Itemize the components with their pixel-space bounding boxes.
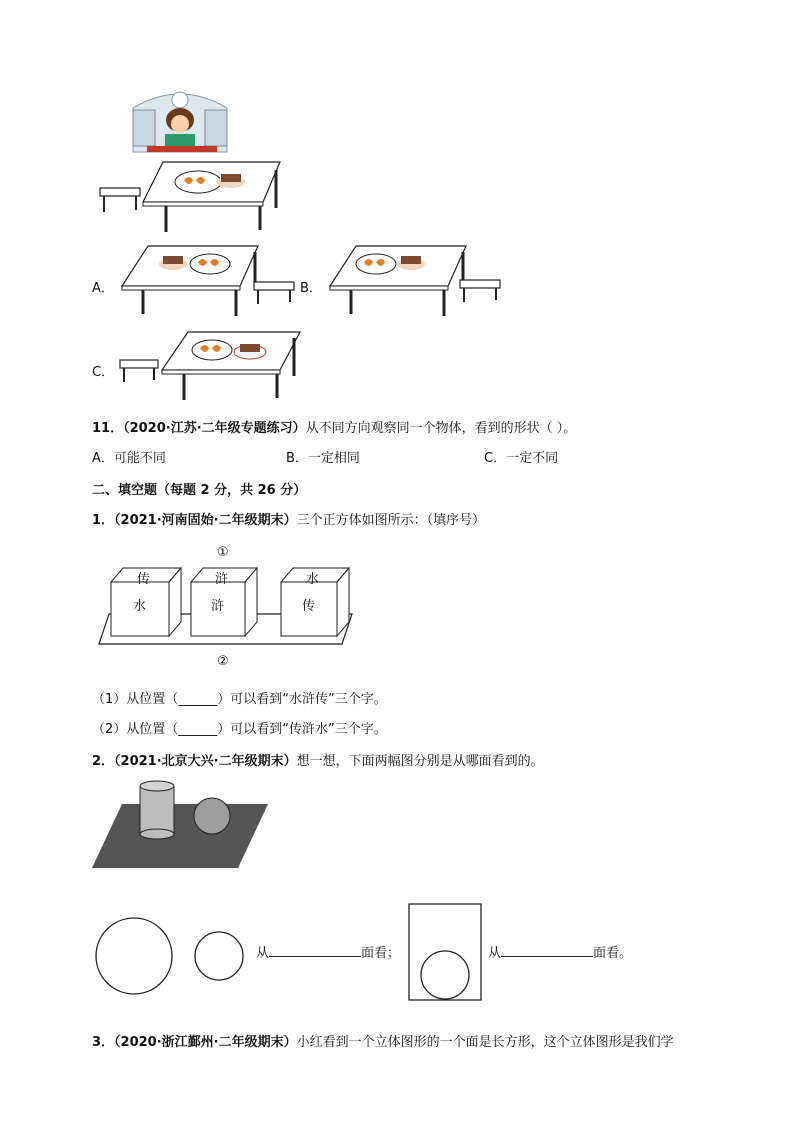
option-b-scene (326, 244, 506, 320)
q11-option-c: C．一定不同 (484, 451, 559, 466)
cube-2-front-char: 浒 (211, 599, 225, 614)
cube-2-top-char: 浒 (215, 572, 229, 587)
option-b-label: B． (300, 281, 322, 296)
question-number: 3． (92, 1035, 115, 1050)
from-text: 从 (488, 946, 502, 961)
table-scene-top (98, 160, 288, 236)
question-source: （2020·浙江鄞州·二年级期末） (114, 1035, 297, 1050)
question-number: 1． (92, 513, 115, 528)
view-2-figure (408, 903, 482, 1001)
view-1-answer (256, 942, 400, 961)
cube-3-front-char: 传 (302, 599, 316, 614)
q11-option-a: A．可能不同 (92, 451, 166, 466)
question-1 (92, 509, 485, 528)
answer-blank[interactable] (501, 944, 593, 957)
question-stem: 从不同方向观察同一个物体，看到的形状（ ）。 (305, 421, 577, 436)
face-text: 面看； (361, 946, 401, 961)
cylinder-sphere-figure (92, 776, 272, 870)
option-c-label: C． (92, 365, 115, 380)
q11-option-b: B．一定相同 (286, 451, 360, 466)
question-stem: 三个正方体如图所示：（填序号） (296, 513, 486, 528)
answer-blank[interactable] (269, 944, 361, 957)
option-c-scene (118, 330, 303, 406)
position-2-label: ② (217, 654, 229, 669)
section-title: 二、填空题（每题 2 分，共 26 分） (92, 483, 307, 498)
face-text: 面看。 (593, 946, 633, 961)
view-2-answer (488, 942, 632, 961)
q1-sub-question-1: （1）从位置（______）可以看到“水浒传”三个字。 (92, 692, 387, 707)
question-stem: 小红看到一个立体图形的一个面是长方形，这个立体图形是我们学 (296, 1035, 674, 1050)
question-source: （2021·北京大兴·二年级期末） (114, 754, 297, 769)
question-number: 11． (92, 421, 124, 436)
position-1-label: ① (217, 545, 229, 560)
question-2 (92, 750, 544, 769)
question-stem: 想一想，下面两幅图分别是从哪面看到的。 (296, 754, 544, 769)
question-source: （2021·河南固始·二年级期末） (114, 513, 297, 528)
question-3 (92, 1031, 674, 1050)
cube-3-top-char: 水 (306, 572, 320, 587)
view-1-figure (96, 914, 256, 998)
cube-1-front-char: 水 (133, 599, 147, 614)
option-a-label: A． (92, 281, 114, 296)
cube-1-top-char: 传 (137, 572, 151, 587)
q1-sub-question-2: （2）从位置（______）可以看到“传浒水”三个字。 (92, 722, 387, 737)
option-a-scene (118, 244, 298, 320)
question-number: 2． (92, 754, 115, 769)
from-text: 从 (256, 946, 270, 961)
question-11 (92, 417, 576, 436)
question-source: （2020·江苏·二年级专题练习） (123, 421, 306, 436)
girl-at-window-illustration (125, 86, 235, 158)
